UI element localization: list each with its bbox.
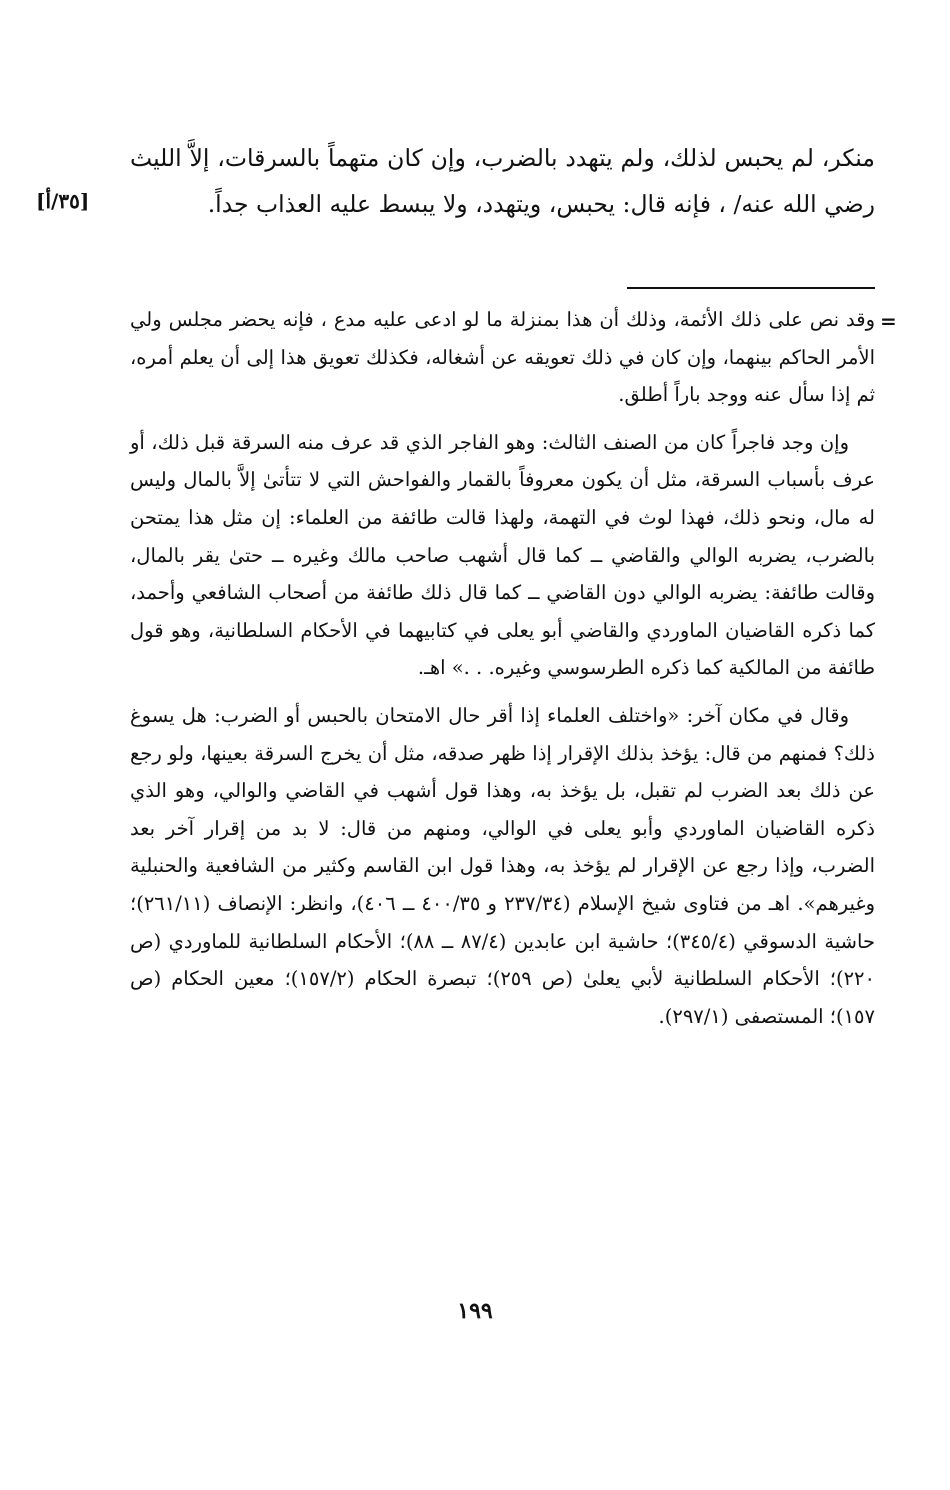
main-text-block <box>130 135 875 227</box>
footnote-continuation-mark: = <box>880 309 897 333</box>
page-number: ١٩٩ <box>457 1298 493 1324</box>
footnote-paragraph: وإن وجد فاجراً كان من الصنف الثالث: وهو الفاجر الذي قد عرف منه السرقة قبل ذلك، أو عرف بأسباب السرقة، مثل أن يكون معروفاً بالقمار والفواحش التي لا تتأتىٰ إلاَّ بالمال وليس له مال، ونحو ذلك، فهذا لوث في التهمة، ولهذا قالت طائفة من العلماء: إن مثل هذا يمتحن بالضرب، يضربه الوالي والقاضي ــ كما قال أشهب صاحب مالك وغيره ــ حتىٰ يقر بالمال، وقالت طائفة: يضربه الوالي دون القاضي ــ كما قال ذلك طائفة من أصحاب الشافعي وأحمد، كما ذكره القاضيان الماوردي والقاضي أبو يعلى في كتابيهما في الأحكام السلطانية، وهو قول طائفة من المالكية كما ذكره الطرسوسي وغيره. . .» اهـ. <box>130 430 875 680</box>
main-paragraph: منكر، لم يحبس لذلك، ولم يتهدد بالضرب، وإن كان متهماً بالسرقات، إلاَّ الليث رضي الله عنه/ ، فإنه قال: يحبس، ويتهدد، ولا يبسط عليه العذاب جداً. <box>130 144 875 218</box>
footnote-paragraph: وقد نص على ذلك الأئمة، وذلك أن هذا بمنزلة ما لو ادعى عليه مدع ، فإنه يحضر مجلس ولي الأمر الحاكم بينهما، وإن كان في ذلك تعويقه عن أشغاله، فكذلك تعويق هذا إلى أن يعلم أمره، ثم إذا سأل عنه ووجد باراً أطلق. <box>130 308 875 407</box>
footnote-separator <box>627 287 875 289</box>
manuscript-folio-marker: [٣٥/أ] <box>36 189 90 213</box>
footnotes-block <box>130 301 875 1045</box>
footnote-paragraph: وقال في مكان آخر: «واختلف العلماء إذا أقر حال الامتحان بالحبس أو الضرب: هل يسوغ ذلك؟ فمنهم من قال: يؤخذ بذلك الإقرار إذا ظهر صدقه، مثل أن يخرج السرقة بعينها، ولو رجع عن ذلك بعد الضرب لم تقبل، بل يؤخذ به، وهذا قول أشهب في القاضي والوالي، وهو الذي ذكره القاضيان الماوردي وأبو يعلى في الوالي، ومنهم من قال: لا بد من إقرار آخر بعد الضرب، وإذا رجع عن الإقرار لم يؤخذ به، وهذا قول ابن القاسم وكثير من الشافعية والحنبلية وغيرهم». اهـ من فتاوى شيخ الإسلام (٢٣٧/٣٤ و ٤٠٠/٣٥ ــ ٤٠٦)، وانظر: الإنصاف (٢٦١/١١)؛ حاشية الدسوقي (٣٤٥/٤)؛ حاشية ابن عابدين (٨٧/٤ ــ ٨٨)؛ الأحكام السلطانية للماوردي (ص ٢٢٠)؛ الأحكام السلطانية لأبي يعلىٰ (ص ٢٥٩)؛ تبصرة الحكام (١٥٧/٢)؛ معين الحكام (ص ١٥٧)؛ المستصفى (٢٩٧/١). <box>130 703 875 1028</box>
